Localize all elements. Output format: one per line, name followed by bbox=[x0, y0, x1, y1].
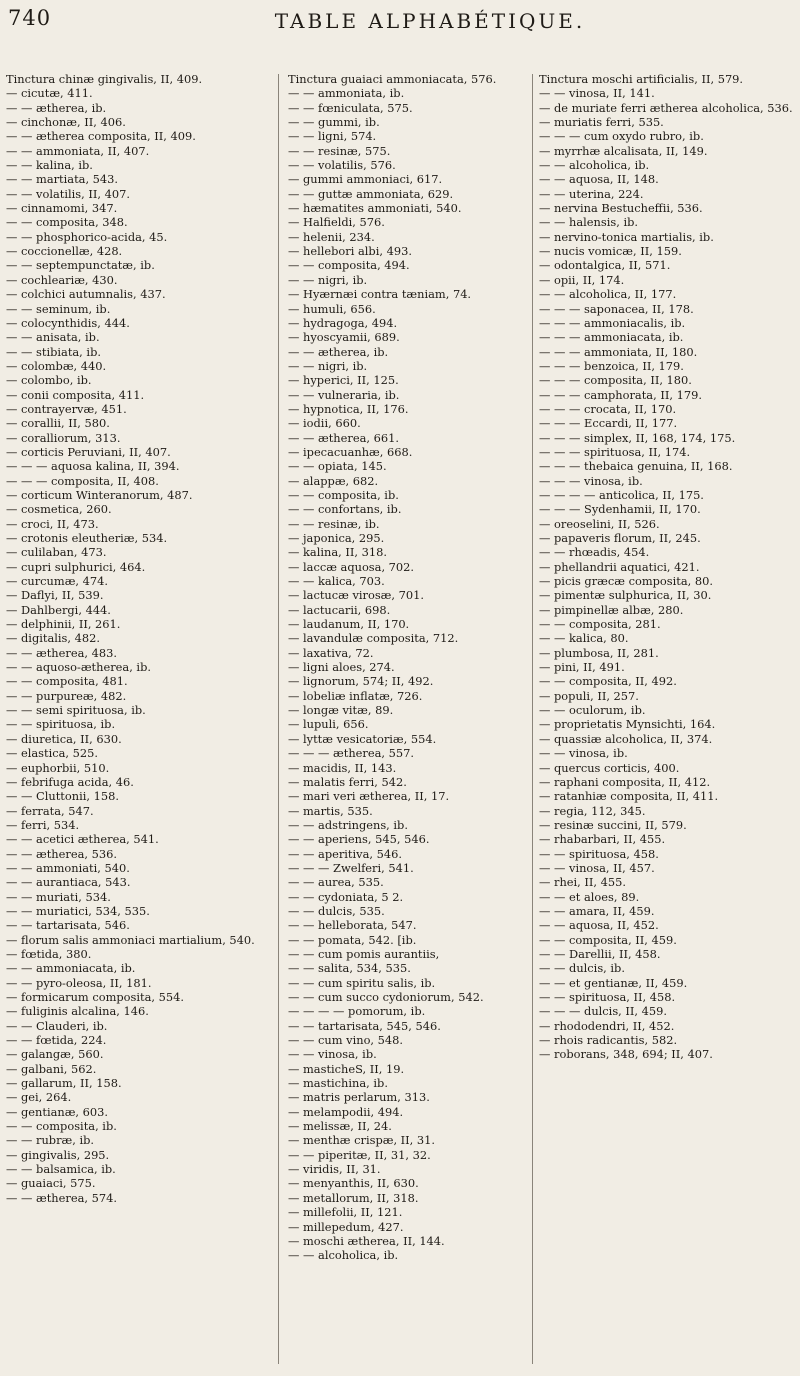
index-entry: — resinæ succini, II, 579. bbox=[539, 817, 687, 832]
index-entry: — — — spirituosa, II, 174. bbox=[539, 444, 691, 459]
index-entry: — cinnamomi, 347. bbox=[6, 201, 118, 216]
index-entry: — helenii, 234. bbox=[288, 229, 375, 244]
index-entry: — cochleariæ, 430. bbox=[6, 272, 118, 287]
index-entry: — pini, II, 491. bbox=[539, 660, 625, 675]
index-entry: — — septempunctatæ, ib. bbox=[6, 258, 155, 273]
index-entry: — — — ammoniacalis, ib. bbox=[539, 315, 686, 330]
index-entry: — — nigri, ib. bbox=[288, 358, 368, 373]
index-entry: — galbani, 562. bbox=[6, 1061, 97, 1076]
index-entry: — laccæ aquosa, 702. bbox=[288, 559, 415, 574]
index-entry: — — nigri, ib. bbox=[288, 272, 368, 287]
index-entry: — delphinii, II, 261. bbox=[6, 617, 121, 632]
index-entry: — — fœniculata, 575. bbox=[288, 100, 413, 115]
index-entry: — picis græcæ composita, 80. bbox=[539, 574, 713, 589]
index-column-1 bbox=[6, 72, 268, 1368]
index-entry: — — ammoniati, 540. bbox=[6, 860, 130, 875]
index-entry: — — — Eccardi, II, 177. bbox=[539, 416, 678, 431]
index-entry: — gallarum, II, 158. bbox=[6, 1076, 122, 1091]
index-entry: — longæ vitæ, 89. bbox=[288, 703, 394, 718]
index-entry: — fuliginis alcalina, 146. bbox=[6, 1004, 149, 1019]
index-entry: — — — Sydenhamii, II, 170. bbox=[539, 502, 701, 517]
index-entry: — croci, II, 473. bbox=[6, 516, 99, 531]
index-entry: — matris perlarum, 313. bbox=[288, 1090, 430, 1105]
index-entry: — — anisata, ib. bbox=[6, 330, 100, 345]
index-entry: — — pyro-oleosa, II, 181. bbox=[6, 975, 152, 990]
index-entry: — melampodii, 494. bbox=[288, 1104, 404, 1119]
index-entry: — menthæ crispæ, II, 31. bbox=[288, 1133, 436, 1148]
index-entry: — — muriatici, 534, 535. bbox=[6, 903, 150, 918]
index-entry: — guaiaci, 575. bbox=[6, 1176, 96, 1191]
index-entry: — Dahlbergi, 444. bbox=[6, 602, 111, 617]
index-entry: — rhabarbari, II, 455. bbox=[539, 832, 666, 847]
index-entry: — — — Zwelferi, 541. bbox=[288, 860, 414, 875]
index-entry: — — opiata, 145. bbox=[288, 459, 387, 474]
index-entry: — — seminum, ib. bbox=[6, 301, 111, 316]
index-entry: Tinctura moschi artificialis, II, 579. bbox=[539, 72, 744, 86]
index-entry: — lignorum, 574; II, 492. bbox=[288, 674, 434, 689]
index-entry: — de muriate ferri ætherea alcoholica, 536. bbox=[539, 100, 793, 115]
index-entry: — diuretica, II, 630. bbox=[6, 731, 122, 746]
index-entry: — — ligni, 574. bbox=[288, 129, 377, 144]
index-entry: — — — cum oxydo rubro, ib. bbox=[539, 129, 704, 144]
index-entry: — — kalina, ib. bbox=[6, 158, 93, 173]
index-entry: — — salita, 534, 535. bbox=[288, 961, 411, 976]
index-entry: — — ætherea, 536. bbox=[6, 846, 117, 861]
index-column-3 bbox=[539, 72, 794, 1368]
index-entry: — nervino-tonica martialis, ib. bbox=[539, 229, 714, 244]
index-entry: — — et gentianæ, II, 459. bbox=[539, 975, 688, 990]
index-entry: — — dulcis, ib. bbox=[539, 961, 625, 976]
index-entry: — — et aloes, 89. bbox=[539, 889, 640, 904]
index-entry: — — acetici ætherea, 541. bbox=[6, 832, 159, 847]
index-entry: — gingivalis, 295. bbox=[6, 1147, 110, 1162]
index-entry: — — — saponacea, II, 178. bbox=[539, 301, 694, 316]
index-entry: — regia, 112, 345. bbox=[539, 803, 646, 818]
index-entry: — hyperici, II, 125. bbox=[288, 373, 399, 388]
index-entry: — millefolii, II, 121. bbox=[288, 1205, 403, 1220]
index-entry: — kalina, II, 318. bbox=[288, 545, 387, 560]
index-entry: — — — — pomorum, ib. bbox=[288, 1004, 426, 1019]
index-entry: — mastichina, ib. bbox=[288, 1076, 388, 1091]
index-entry: — — resinæ, 575. bbox=[288, 143, 391, 158]
index-entry: — — Clauderi, ib. bbox=[6, 1018, 108, 1033]
index-entry: — hyoscyamii, 689. bbox=[288, 330, 400, 345]
index-entry: — laxativa, 72. bbox=[288, 645, 374, 660]
index-entry: — — vinosa, ib. bbox=[539, 746, 628, 761]
index-entry: — — tartarisata, 545, 546. bbox=[288, 1018, 441, 1033]
index-entry: — — vinosa, II, 141. bbox=[539, 86, 655, 101]
index-entry: — — Darellii, II, 458. bbox=[539, 946, 661, 961]
index-entry: — lactucarii, 698. bbox=[288, 602, 391, 617]
index-entry: — — — composita, II, 180. bbox=[539, 373, 692, 388]
index-entry: Tinctura chinæ gingivalis, II, 409. bbox=[6, 72, 203, 86]
index-entry: — crotonis eleutheriæ, 534. bbox=[6, 531, 168, 545]
index-entry: — — — ætherea, 557. bbox=[288, 746, 414, 761]
index-entry: — — aperiens, 545, 546. bbox=[288, 832, 430, 847]
index-entry: — gentianæ, 603. bbox=[6, 1104, 109, 1119]
index-entry: — — volatilis, 576. bbox=[288, 158, 396, 173]
index-entry: — — dulcis, 535. bbox=[288, 903, 385, 918]
index-entry: — — — ammoniacata, ib. bbox=[539, 330, 684, 345]
column-divider bbox=[278, 74, 279, 1364]
index-entry: — — purpureæ, 482. bbox=[6, 688, 127, 703]
index-entry: — — cum spiritu salis, ib. bbox=[288, 975, 436, 990]
index-entry: — laudanum, II, 170. bbox=[288, 617, 410, 632]
index-entry: — — — thebaica genuina, II, 168. bbox=[539, 459, 733, 474]
index-entry: — corticis Peruviani, II, 407. bbox=[6, 444, 171, 459]
index-entry: — pimpinellæ albæ, 280. bbox=[539, 602, 684, 617]
index-entry: — formicarum composita, 554. bbox=[6, 990, 184, 1004]
index-entry: — odontalgica, II, 571. bbox=[539, 258, 671, 273]
index-entry: — — confortans, ib. bbox=[288, 502, 402, 517]
index-entry: — — composita, II, 459. bbox=[539, 932, 677, 947]
index-entry: — — vinosa, II, 457. bbox=[539, 860, 655, 875]
index-entry: — mari veri ætherea, II, 17. bbox=[288, 789, 450, 804]
index-entry: — moschi ætherea, II, 144. bbox=[288, 1233, 445, 1248]
index-entry: — — — benzoica, II, 179. bbox=[539, 358, 684, 373]
index-entry: — ratanhiæ composita, II, 411. bbox=[539, 789, 719, 804]
index-entry: — quercus corticis, 400. bbox=[539, 760, 680, 775]
index-entry: — — — — anticolica, II, 175. bbox=[539, 487, 704, 502]
index-entry: — colchici autumnalis, 437. bbox=[6, 287, 166, 302]
index-entry: — hydragoga, 494. bbox=[288, 315, 398, 330]
index-entry: — fœtida, 380. bbox=[6, 946, 92, 961]
index-entry: — — composita, ib. bbox=[6, 1119, 117, 1134]
index-entry: — — aquosa, II, 148. bbox=[539, 172, 659, 187]
index-entry: — — alcoholica, II, 177. bbox=[539, 287, 677, 302]
index-entry: — — oculorum, ib. bbox=[539, 703, 646, 718]
index-entry: — populi, II, 257. bbox=[539, 688, 639, 703]
index-entry: — — ammoniata, ib. bbox=[288, 86, 405, 101]
index-entry: — — composita, 348. bbox=[6, 215, 128, 230]
index-entry: — — ammoniata, II, 407. bbox=[6, 143, 150, 158]
index-entry: — Daflyi, II, 539. bbox=[6, 588, 104, 603]
index-entry: — — aquosa, II, 452. bbox=[539, 918, 659, 933]
index-entry: — — — ammoniata, II, 180. bbox=[539, 344, 698, 359]
index-entry: — — kalica, 703. bbox=[288, 574, 385, 589]
index-entry: — — cum vino, 548. bbox=[288, 1033, 404, 1048]
index-entry: — malatis ferri, 542. bbox=[288, 774, 407, 789]
index-entry: — — cum pomis aurantiis, bbox=[288, 946, 440, 961]
index-entry: — — — vinosa, ib. bbox=[539, 473, 643, 488]
index-entry: — muriatis ferri, 535. bbox=[539, 115, 664, 130]
index-entry: — lavandulæ composita, 712. bbox=[288, 631, 459, 646]
index-entry: — — resinæ, ib. bbox=[288, 516, 380, 531]
index-entry: — cinchonæ, II, 406. bbox=[6, 115, 126, 130]
index-entry: — — vinosa, ib. bbox=[288, 1047, 377, 1062]
index-entry: — ferri, 534. bbox=[6, 817, 80, 832]
index-entry: — phellandrii aquatici, 421. bbox=[539, 559, 700, 574]
index-entry: — — — camphorata, II, 179. bbox=[539, 387, 702, 402]
index-entry: — — rubræ, ib. bbox=[6, 1133, 95, 1148]
index-entry: — — rhœadis, 454. bbox=[539, 545, 650, 560]
index-entry: — — helleborata, 547. bbox=[288, 918, 417, 933]
index-entry: — corallii, II, 580. bbox=[6, 416, 110, 431]
index-entry: — melissæ, II, 24. bbox=[288, 1119, 392, 1134]
index-entry: — humuli, 656. bbox=[288, 301, 376, 316]
index-entry: — — composita, ib. bbox=[288, 487, 399, 502]
index-entry: — ferrata, 547. bbox=[6, 803, 94, 818]
index-entry: — — composita, 281. bbox=[539, 617, 661, 632]
index-entry: — lupuli, 656. bbox=[288, 717, 369, 732]
index-entry: — elastica, 525. bbox=[6, 746, 99, 761]
index-entry: — — — aquosa kalina, II, 394. bbox=[6, 459, 180, 474]
index-entry: — conii composita, 411. bbox=[6, 387, 145, 402]
index-entry: — — pomata, 542. [ib. bbox=[288, 932, 417, 947]
index-entry: — gei, 264. bbox=[6, 1090, 72, 1105]
index-entry: — rhei, II, 455. bbox=[539, 875, 627, 890]
index-entry: — — phosphorico-acida, 45. bbox=[6, 229, 168, 244]
index-entry: — coccionellæ, 428. bbox=[6, 244, 123, 259]
index-entry: — papaveris florum, II, 245. bbox=[539, 531, 701, 545]
index-entry: — corticum Winteranorum, 487. bbox=[6, 487, 193, 502]
index-entry: — — — composita, II, 408. bbox=[6, 473, 159, 488]
index-entry: — menyanthis, II, 630. bbox=[288, 1176, 419, 1191]
index-entry: — — cydoniata, 5 2. bbox=[288, 889, 404, 904]
index-entry: — ligni aloes, 274. bbox=[288, 660, 395, 675]
index-entry: — — composita, II, 492. bbox=[539, 674, 677, 689]
index-entry: — — ætherea, ib. bbox=[6, 100, 107, 115]
index-entry: — quassiæ alcoholica, II, 374. bbox=[539, 731, 713, 746]
index-entry: — — gummi, ib. bbox=[288, 115, 380, 130]
index-column-2 bbox=[288, 72, 530, 1368]
index-entry: — — ætherea, 574. bbox=[6, 1190, 117, 1205]
index-entry: — viridis, II, 31. bbox=[288, 1162, 381, 1177]
index-entry: — japonica, 295. bbox=[288, 531, 385, 545]
index-entry: — cosmetica, 260. bbox=[6, 502, 112, 517]
index-entry: — — balsamica, ib. bbox=[6, 1162, 116, 1177]
index-entry: — — ætherea, 483. bbox=[6, 645, 117, 660]
index-entry: — — — simplex, II, 168, 174, 175. bbox=[539, 430, 736, 445]
index-entry: — — ammoniacata, ib. bbox=[6, 961, 136, 976]
index-entry: — martis, 535. bbox=[288, 803, 373, 818]
index-entry: — colombæ, 440. bbox=[6, 358, 107, 373]
index-entry: — ipecacuanhæ, 668. bbox=[288, 444, 413, 459]
index-entry: — — ætherea composita, II, 409. bbox=[6, 129, 196, 144]
index-entry: — — volatilis, II, 407. bbox=[6, 186, 130, 201]
index-entry: — metallorum, II, 318. bbox=[288, 1190, 419, 1205]
index-entry: — — composita, 481. bbox=[6, 674, 128, 689]
index-entry: — pimentæ sulphurica, II, 30. bbox=[539, 588, 712, 603]
index-entry: — macidis, II, 143. bbox=[288, 760, 397, 775]
index-entry: — — spirituosa, ib. bbox=[6, 717, 116, 732]
index-entry: — — aquoso-ætherea, ib. bbox=[6, 660, 151, 675]
index-entry: — alappæ, 682. bbox=[288, 473, 379, 488]
index-entry: — — ætherea, 661. bbox=[288, 430, 399, 445]
index-entry: — hæmatites ammoniati, 540. bbox=[288, 201, 462, 216]
index-entry: — galangæ, 560. bbox=[6, 1047, 104, 1062]
index-entry: — lobeliæ inflatæ, 726. bbox=[288, 688, 423, 703]
index-entry: — euphorbii, 510. bbox=[6, 760, 110, 775]
index-entry: — — aurantiaca, 543. bbox=[6, 875, 131, 890]
index-entry: — — guttæ ammoniata, 629. bbox=[288, 186, 454, 201]
index-entry: — — ætherea, ib. bbox=[288, 344, 389, 359]
index-entry: — colombo, ib. bbox=[6, 373, 92, 388]
index-entry: — — — dulcis, II, 459. bbox=[539, 1004, 668, 1019]
index-entry: — — piperitæ, II, 31, 32. bbox=[288, 1147, 431, 1162]
index-entry: — — fœtida, 224. bbox=[6, 1033, 107, 1048]
index-entry: — — — crocata, II, 170. bbox=[539, 401, 677, 416]
index-entry: — — Cluttonii, 158. bbox=[6, 789, 119, 804]
index-entry: — cupri sulphurici, 464. bbox=[6, 559, 146, 574]
index-entry: — cicutæ, 411. bbox=[6, 86, 93, 101]
index-entry: — coralliorum, 313. bbox=[6, 430, 121, 445]
column-divider bbox=[532, 74, 533, 1364]
index-entry: — nucis vomicæ, II, 159. bbox=[539, 244, 682, 259]
index-entry: — culilaban, 473. bbox=[6, 545, 107, 560]
index-entry: — lactucæ virosæ, 701. bbox=[288, 588, 424, 603]
running-title: TABLE ALPHABÉTIQUE. bbox=[274, 9, 586, 33]
index-entry: — — alcoholica, ib. bbox=[539, 158, 650, 173]
index-entry: — — spirituosa, 458. bbox=[539, 846, 659, 861]
index-entry: — — halensis, ib. bbox=[539, 215, 639, 230]
index-entry: — hypnotica, II, 176. bbox=[288, 401, 409, 416]
index-entry: — rhois radicantis, 582. bbox=[539, 1033, 678, 1048]
index-entry: — — semi spirituosa, ib. bbox=[6, 703, 146, 718]
index-entry: — raphani composita, II, 412. bbox=[539, 774, 711, 789]
index-entry: — millepedum, 427. bbox=[288, 1219, 404, 1234]
index-entry: — oreoselini, II, 526. bbox=[539, 516, 660, 531]
index-entry: — — amara, II, 459. bbox=[539, 903, 655, 918]
index-entry: — proprietatis Mynsichti, 164. bbox=[539, 717, 716, 732]
index-entry: — gummi ammoniaci, 617. bbox=[288, 172, 443, 187]
index-entry: — — composita, 494. bbox=[288, 258, 410, 273]
index-entry: — — aurea, 535. bbox=[288, 875, 384, 890]
index-entry: — — spirituosa, II, 458. bbox=[539, 990, 676, 1004]
index-entry: — lyttæ vesicatoriæ, 554. bbox=[288, 731, 437, 746]
index-entry: — — martiata, 543. bbox=[6, 172, 119, 187]
index-entry: — — tartarisata, 546. bbox=[6, 918, 130, 933]
index-entry: — — vulneraria, ib. bbox=[288, 387, 400, 402]
page-number: 740 bbox=[8, 6, 52, 30]
index-entry: — curcumæ, 474. bbox=[6, 574, 108, 589]
index-entry: — rhododendri, II, 452. bbox=[539, 1018, 675, 1033]
index-entry: — — aperitiva, 546. bbox=[288, 846, 402, 861]
index-entry: — digitalis, 482. bbox=[6, 631, 100, 646]
index-entry: — contrayervæ, 451. bbox=[6, 401, 127, 416]
index-entry: — myrrhæ alcalisata, II, 149. bbox=[539, 143, 708, 158]
index-entry: — febrifuga acida, 46. bbox=[6, 774, 134, 789]
index-entry: — — uterina, 224. bbox=[539, 186, 644, 201]
index-entry: — plumbosa, II, 281. bbox=[539, 645, 659, 660]
index-entry: — florum salis ammoniaci martialium, 540. bbox=[6, 932, 255, 947]
index-entry: — iodii, 660. bbox=[288, 416, 361, 431]
index-entry: — — alcoholica, ib. bbox=[288, 1248, 399, 1263]
index-entry: Tinctura guaiaci ammoniacata, 576. bbox=[288, 72, 497, 86]
index-entry: — Halfieldi, 576. bbox=[288, 215, 385, 230]
index-entry: — — muriati, 534. bbox=[6, 889, 111, 904]
index-entry: — colocynthidis, 444. bbox=[6, 315, 130, 330]
index-entry: — hellebori albi, 493. bbox=[288, 244, 412, 259]
index-entry: — — kalica, 80. bbox=[539, 631, 629, 646]
index-entry: — masticheS, II, 19. bbox=[288, 1061, 405, 1076]
index-entry: — roborans, 348, 694; II, 407. bbox=[539, 1047, 713, 1062]
index-entry: — Hyærnæi contra tæniam, 74. bbox=[288, 287, 472, 302]
index-entry: — — adstringens, ib. bbox=[288, 817, 408, 832]
index-entry: — opii, II, 174. bbox=[539, 272, 625, 287]
index-entry: — — cum succo cydoniorum, 542. bbox=[288, 990, 484, 1004]
index-entry: — — stibiata, ib. bbox=[6, 344, 101, 359]
index-entry: — nervina Bestucheffii, 536. bbox=[539, 201, 703, 216]
